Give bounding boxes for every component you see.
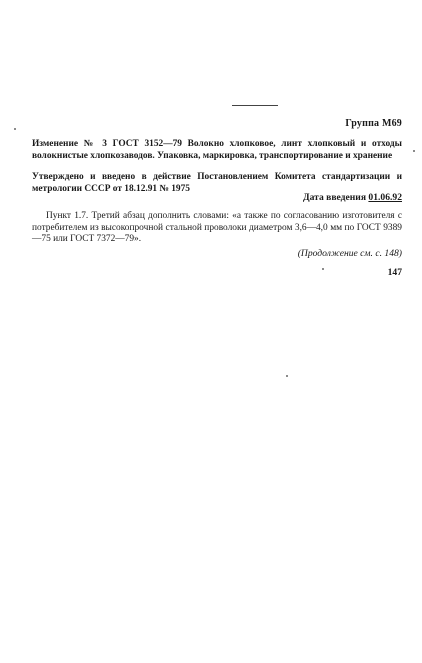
approval-heading: Утверждено и введено в действие Постановлением Комитета стандартизации и метрологии СССР от 18.12.91 № 1975 xyxy=(32,172,402,194)
continuation-note: (Продолжение см. с. 148) xyxy=(297,248,402,259)
page-number: 147 xyxy=(387,267,402,278)
change-heading: Изменение № 3 ГОСТ 3152—79 Волокно хлопковое, линт хлопковый и отходы волокнистые хлопкозаводов. Упаковка, маркировка, транспортирование и хранение xyxy=(32,139,402,161)
header-rule xyxy=(232,105,278,106)
amendment-text: Пункт 1.7. Третий абзац дополнить словами: «а также по согласованию изготовителя с потребителем из высокопрочной стальной проволоки диаметром 3,6—4,0 мм по ГОСТ 9389—75 или ГОСТ 7372—79». xyxy=(32,211,402,245)
effective-date-value: 01.06.92 xyxy=(368,192,402,203)
scan-speck xyxy=(286,375,288,377)
effective-date-line xyxy=(303,192,402,203)
scan-speck xyxy=(14,128,16,130)
scan-speck xyxy=(413,150,415,152)
effective-date-label: Дата введения xyxy=(302,192,367,203)
scan-speck xyxy=(322,268,324,270)
group-label: Группа М69 xyxy=(345,118,402,129)
